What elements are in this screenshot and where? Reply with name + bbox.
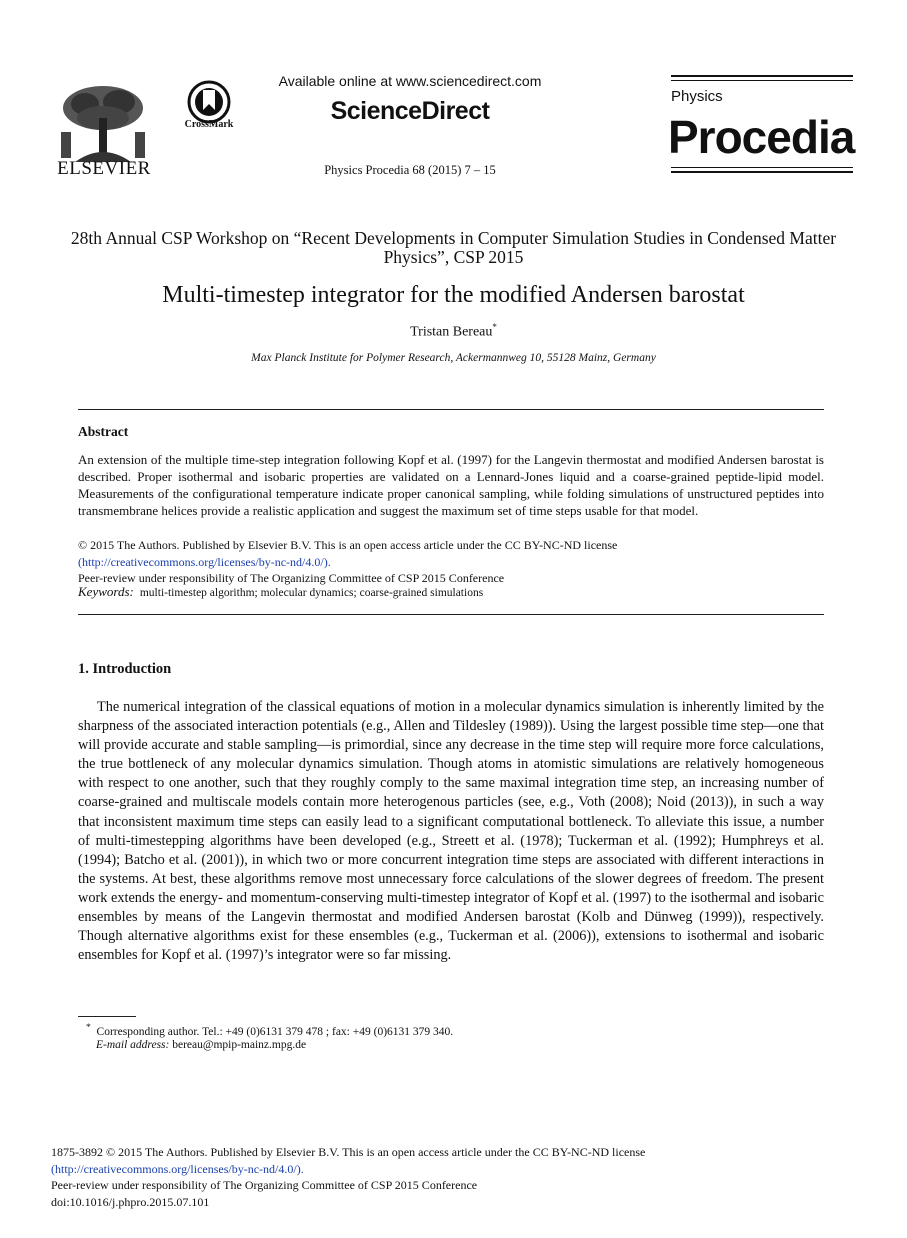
author-mark: *	[492, 322, 497, 332]
license-link[interactable]: (http://creativecommons.org/licenses/by-nc-nd/4.0/).	[78, 555, 331, 569]
journal-logo-small: Physics	[671, 88, 723, 105]
copyright-line: © 2015 The Authors. Published by Elsevier B.V. This is an open access article under the CC BY-NC-ND license	[78, 538, 618, 552]
abstract-heading: Abstract	[78, 424, 129, 439]
keywords-line	[78, 584, 824, 601]
section-heading: 1. Introduction	[78, 661, 172, 677]
email-footnote	[96, 1039, 306, 1051]
footer-license: 1875-3892 © 2015 The Authors. Published by Elsevier B.V. This is an open access article under the CC BY-NC-ND license	[51, 1145, 646, 1159]
footer-license-link[interactable]: (http://creativecommons.org/licenses/by-nc-nd/4.0/).	[51, 1162, 304, 1176]
footer-doi[interactable]: doi:10.1016/j.phpro.2015.07.101	[51, 1195, 210, 1209]
abstract-bottom-rule	[78, 614, 824, 615]
peer-review-line: Peer-review under responsibility of The Organizing Committee of CSP 2015 Conference	[78, 571, 505, 585]
email-address[interactable]: bereau@mpip-mainz.mpg.de	[172, 1039, 307, 1051]
journal-logo-rule	[671, 80, 853, 81]
abstract-top-rule	[78, 409, 824, 410]
footnote-mark: *	[86, 1022, 91, 1033]
email-label: E-mail address:	[96, 1039, 170, 1051]
sciencedirect-logo[interactable]: ScienceDirect	[330, 97, 490, 125]
journal-logo-rule	[671, 171, 853, 173]
abstract-text: An extension of the multiple time-step integration following Kopf et al. (1997) for the Langevin thermostat and modified Andersen barostat is described. Proper isothermal and isobaric properties are validated on a Lennard-Jones liquid and a coarse-grained peptide-lipid model. Measurements of the configurational temperature indicate proper canonical sampling, while folding simulations of unstructured peptides into transmembrane helices provide a realistic application and suggest the maximum set of time steps usable for that model.	[78, 452, 824, 518]
keywords-label: Keywords:	[78, 584, 134, 599]
corresponding-author-text: Corresponding author. Tel.: +49 (0)6131 379 478 ; fax: +49 (0)6131 379 340.	[96, 1025, 454, 1038]
keywords-list: multi-timestep algorithm; molecular dynamics; coarse-grained simulations	[139, 587, 484, 599]
author-name: Tristan Bereau	[410, 324, 493, 340]
journal-logo-rule	[671, 167, 853, 168]
journal-logo-rule	[671, 75, 853, 77]
crossmark-label: CrossMark	[184, 119, 234, 130]
introduction-paragraph: The numerical integration of the classical equations of motion in a molecular dynamics simulation is inherently limited by the sharpness of the associated interaction potentials (e.g., Allen and Tildesley (1989)). Using the largest possible time step—one that will provide accurate and stable sampling—is primordial, since any decrease in the time step will require more force calculations, the true bottleneck of any molecular dynamics simulation. Though atoms in atomistic simulations are relatively homogeneous with respect to one another, such that they roughly comply to the same maximal integration time step, an increasing number of coarse-grained and multiscale models contain more heterogenous particles (see, e.g., Voth (2008); Noid (2013)), in such a way that inconsistent maximum time steps can easily lead to a significant computational bottleneck. To alleviate this issue, a number of multi-timestepping algorithms have been developed (e.g., Streett et al. (1978); Tuckerman et al. (1992); Humphreys et al. (1994); Batcho et al. (2001)), in which two or more concurrent integration time steps are associated with different interactions in the systems. At best, these algorithms remove most unnecessary force calculations of the slower degrees of freedom. The present work extends the energy- and momentum-conserving multi-timestep integrator of Kopf et al. (1997) to the isothermal and isobaric ensembles by means of the Langevin thermostat and modified Andersen barostat (Kolb and Dünweg (1999)), respectively. Though alternative algorithms exist for these ensembles (e.g., Tuckerman et al. (2006)), extensions to isothermal and isobaric ensembles for Kopf et al. (1997)’s integrator were so far missing.	[78, 699, 824, 964]
affiliation: Max Planck Institute for Polymer Research, Ackermannweg 10, 55128 Mainz, Germany	[251, 352, 656, 364]
footnote-rule	[78, 1016, 136, 1017]
corresponding-author-footnote	[86, 1022, 453, 1038]
journal-logo-large: Procedia	[668, 111, 855, 163]
paper-title: Multi-timestep integrator for the modified Andersen barostat	[162, 282, 745, 308]
journal-reference: Physics Procedia 68 (2015) 7 – 15	[324, 163, 496, 177]
available-online-text: Available online at www.sciencedirect.com	[278, 73, 542, 89]
conference-name: 28th Annual CSP Workshop on “Recent Developments in Computer Simulation Studies in Condensed Matter Physics”, CSP 2015	[70, 228, 837, 267]
footer-peer-review: Peer-review under responsibility of The Organizing Committee of CSP 2015 Conference	[51, 1178, 478, 1192]
author-line	[40, 322, 867, 341]
elsevier-wordmark: ELSEVIER	[57, 158, 151, 179]
